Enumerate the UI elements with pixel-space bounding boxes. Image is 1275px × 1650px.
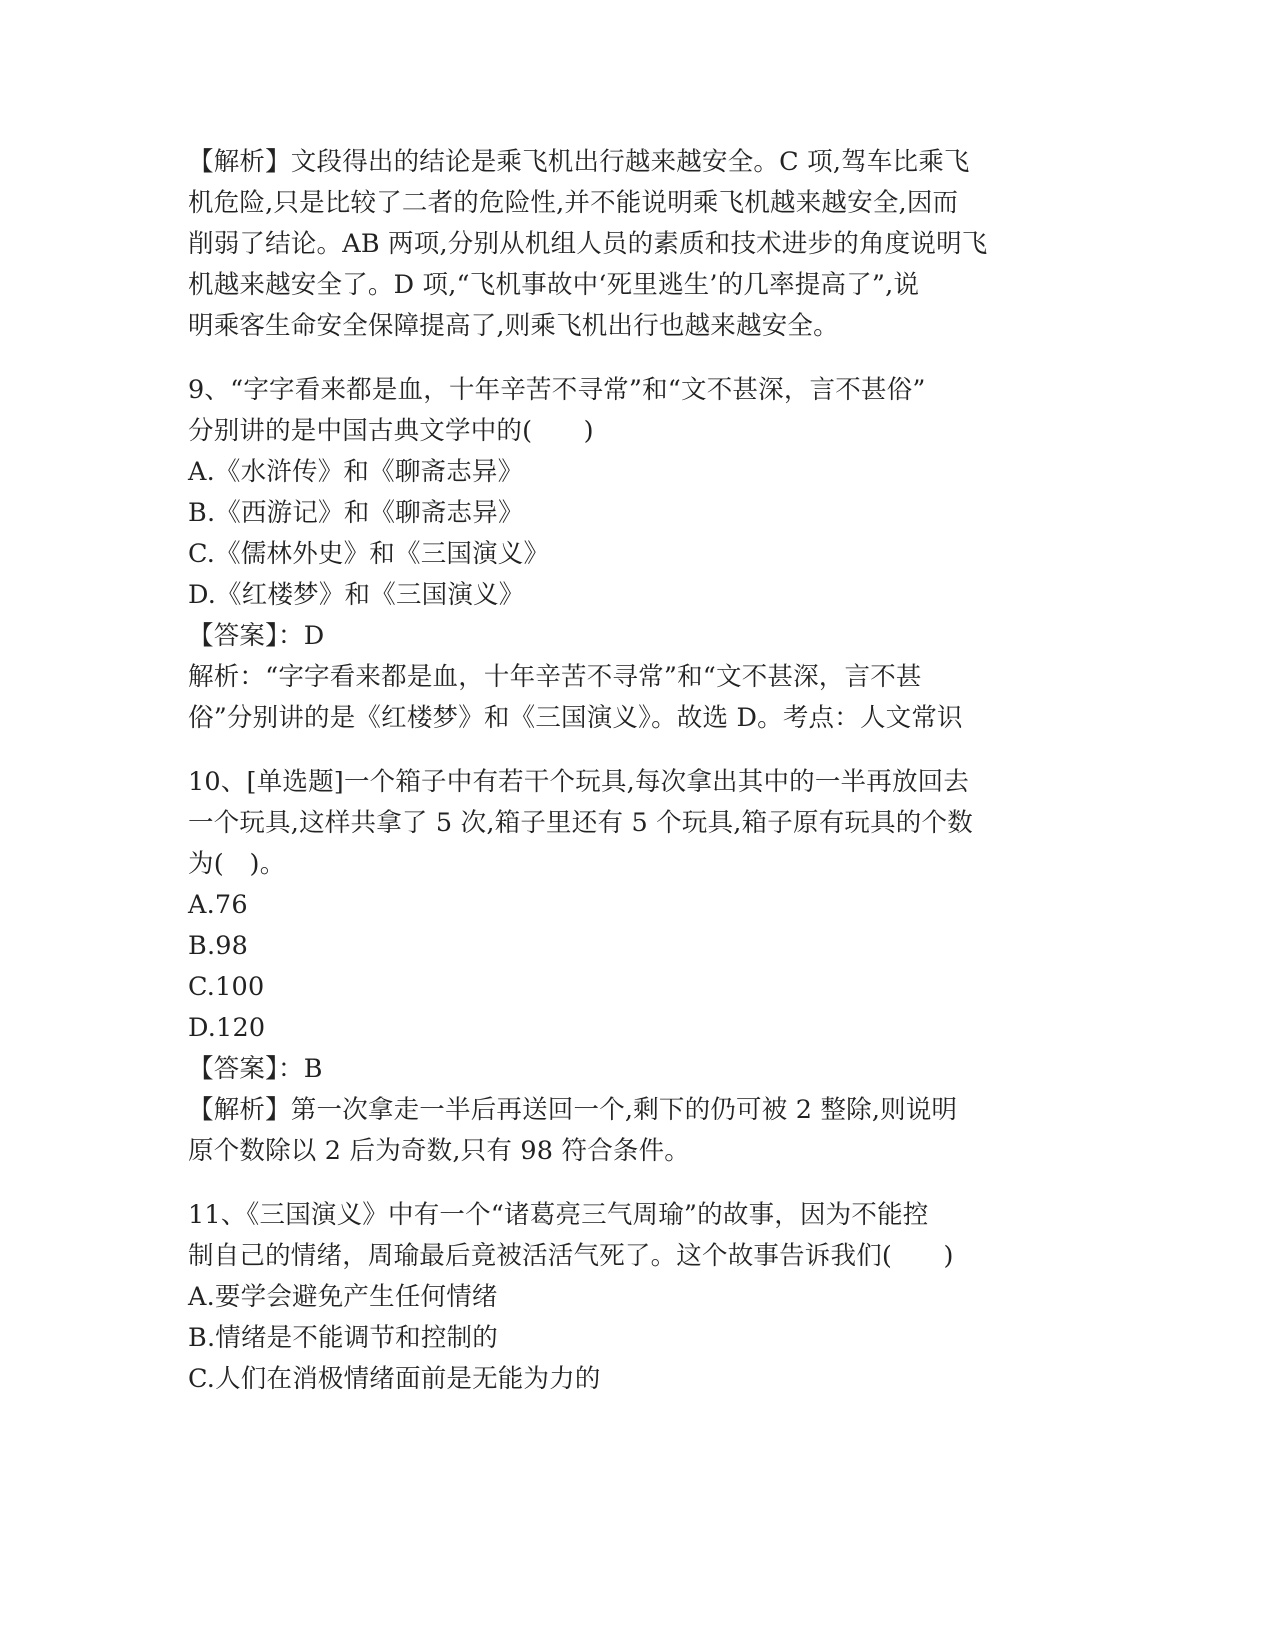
- q11-option-a: A.要学会避免产生任何情绪: [188, 1282, 498, 1312]
- q9-option-d: D.《红楼梦》和《三国演义》: [188, 580, 525, 610]
- q10-analysis-line: 原个数除以 2 后为奇数,只有 98 符合条件。: [188, 1136, 691, 1166]
- q8-analysis-line: 机危险,只是比较了二者的危险性,并不能说明乘飞机越来越安全,因而: [188, 188, 959, 218]
- q10-option-a: A.76: [188, 890, 248, 920]
- q11-option-b: B.情绪是不能调节和控制的: [188, 1323, 498, 1353]
- q10-stem-line: 10、[单选题]一个箱子中有若干个玩具,每次拿出其中的一半再放回去: [188, 767, 970, 797]
- q8-analysis-line: 明乘客生命安全保障提高了,则乘飞机出行也越来越安全。: [188, 311, 839, 341]
- q9-option-c: C.《儒林外史》和《三国演义》: [188, 539, 550, 569]
- q9-analysis-line: 解析：“字字看来都是血，十年辛苦不寻常”和“文不甚深，言不甚: [188, 662, 922, 692]
- q9-option-a: A.《水浒传》和《聊斋志异》: [188, 457, 524, 487]
- q9-stem-line: 分别讲的是中国古典文学中的( ): [188, 416, 594, 446]
- q10-stem-line: 为( )。: [188, 849, 286, 879]
- q9-stem-line: 9、“字字看来都是血，十年辛苦不寻常”和“文不甚深，言不甚俗”: [188, 375, 926, 405]
- q8-analysis-line: 【解析】文段得出的结论是乘飞机出行越来越安全。C 项,驾车比乘飞: [188, 147, 970, 177]
- q11-stem-line: 制自己的情绪，周瑜最后竟被活活气死了。这个故事告诉我们( ): [188, 1241, 954, 1271]
- q11-option-c: C.人们在消极情绪面前是无能为力的: [188, 1364, 601, 1394]
- q10-option-c: C.100: [188, 972, 265, 1002]
- q11-stem-line: 11、《三国演义》中有一个“诸葛亮三气周瑜”的故事，因为不能控: [188, 1200, 929, 1230]
- q8-analysis-line: 机越来越安全了。D 项,“飞机事故中‘死里逃生’的几率提高了”,说: [188, 270, 920, 300]
- q10-option-d: D.120: [188, 1013, 266, 1043]
- q9-analysis-line: 俗”分别讲的是《红楼梦》和《三国演义》。故选 D。考点：人文常识: [188, 703, 963, 733]
- q10-stem-line: 一个玩具,这样共拿了 5 次,箱子里还有 5 个玩具,箱子原有玩具的个数: [188, 808, 973, 838]
- q10-answer: 【答案】：B: [188, 1054, 323, 1084]
- q9-option-b: B.《西游记》和《聊斋志异》: [188, 498, 524, 528]
- q8-analysis-line: 削弱了结论。AB 两项,分别从机组人员的素质和技术进步的角度说明飞: [188, 229, 988, 259]
- q10-option-b: B.98: [188, 931, 249, 961]
- q10-analysis-line: 【解析】第一次拿走一半后再送回一个,剩下的仍可被 2 整除,则说明: [188, 1095, 958, 1125]
- q9-answer: 【答案】：D: [188, 621, 325, 651]
